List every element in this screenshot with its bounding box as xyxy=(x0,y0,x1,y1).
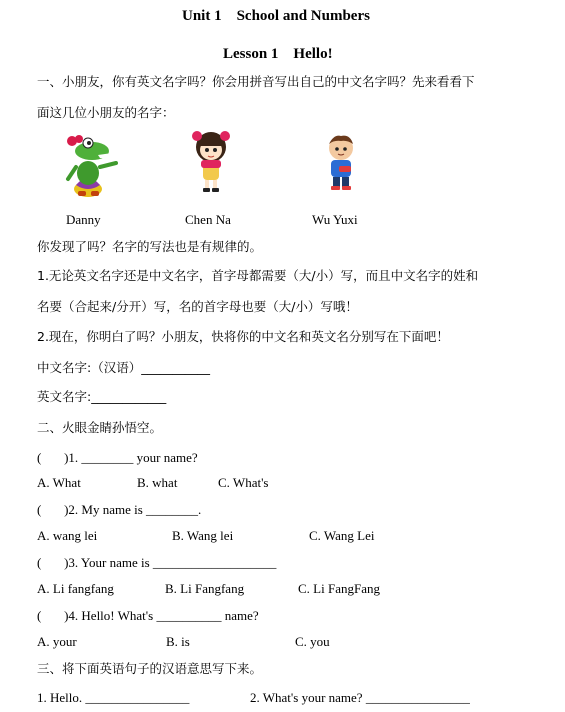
question-1-option-c[interactable]: C. What's xyxy=(218,475,269,490)
kid-name-chen-na: Chen Na xyxy=(185,212,231,227)
section2-title: 二、火眼金睛孙悟空。 xyxy=(37,420,163,435)
question-3-option-c[interactable]: C. Li FangFang xyxy=(298,581,380,596)
boy-cartoon-icon xyxy=(320,132,362,194)
unit-title: Unit 1 School and Numbers xyxy=(182,8,370,24)
question-1-option-b[interactable]: B. what xyxy=(137,475,178,490)
question-4-option-b[interactable]: B. is xyxy=(166,634,190,649)
section3-title: 三、将下面英语句子的汉语意思写下来。 xyxy=(37,661,263,676)
question-3-stem[interactable]: ( )3. Your name is ___________________ xyxy=(37,555,277,570)
question-2-option-c[interactable]: C. Wang Lei xyxy=(309,528,375,543)
chinese-name-field[interactable]: 中文名字:（汉语）___________ xyxy=(37,360,210,375)
question-2-stem[interactable]: ( )2. My name is ________. xyxy=(37,502,202,517)
translate-item-1[interactable]: 1. Hello. ________________ xyxy=(37,690,190,705)
question-2-option-b[interactable]: B. Wang lei xyxy=(172,528,234,543)
rule2-text: 2.现在，你明白了吗？小朋友，快将你的中文名和英文名分别写在下面吧！ xyxy=(37,329,449,344)
question-3-option-b[interactable]: B. Li Fangfang xyxy=(165,581,245,596)
section1-intro-line2: 面这几位小朋友的名字： xyxy=(37,105,175,120)
crocodile-cartoon-icon xyxy=(58,133,120,199)
english-name-field[interactable]: 英文名字:____________ xyxy=(37,389,167,404)
rule1-line2: 名要（合起来/分开）写，名的首字母也要（大/小）写哦！ xyxy=(37,299,358,314)
question-3-option-a[interactable]: A. Li fangfang xyxy=(37,581,114,596)
rule1-line1: 1.无论英文名字还是中文名字，首字母都需要（大/小）写，而且中文名字的姓和 xyxy=(37,268,479,283)
discover-text: 你发现了吗？名字的写法也是有规律的。 xyxy=(37,239,263,254)
lesson-title: Lesson 1 Hello! xyxy=(223,46,333,62)
translate-item-2[interactable]: 2. What's your name? ________________ xyxy=(250,690,470,705)
question-1-stem[interactable]: ( )1. ________ your name? xyxy=(37,450,198,465)
question-1-option-a[interactable]: A. What xyxy=(37,475,81,490)
girl-cartoon-icon xyxy=(188,131,234,195)
question-4-option-c[interactable]: C. you xyxy=(295,634,330,649)
kid-name-danny: Danny xyxy=(66,212,101,227)
question-4-stem[interactable]: ( )4. Hello! What's __________ name? xyxy=(37,608,259,623)
kid-name-wu-yuxi: Wu Yuxi xyxy=(312,212,358,227)
question-4-option-a[interactable]: A. your xyxy=(37,634,77,649)
question-2-option-a[interactable]: A. wang lei xyxy=(37,528,98,543)
section1-intro-line1: 一、小朋友，你有英文名字吗？你会用拼音写出自己的中文名字吗？先来看看下 xyxy=(37,74,475,89)
